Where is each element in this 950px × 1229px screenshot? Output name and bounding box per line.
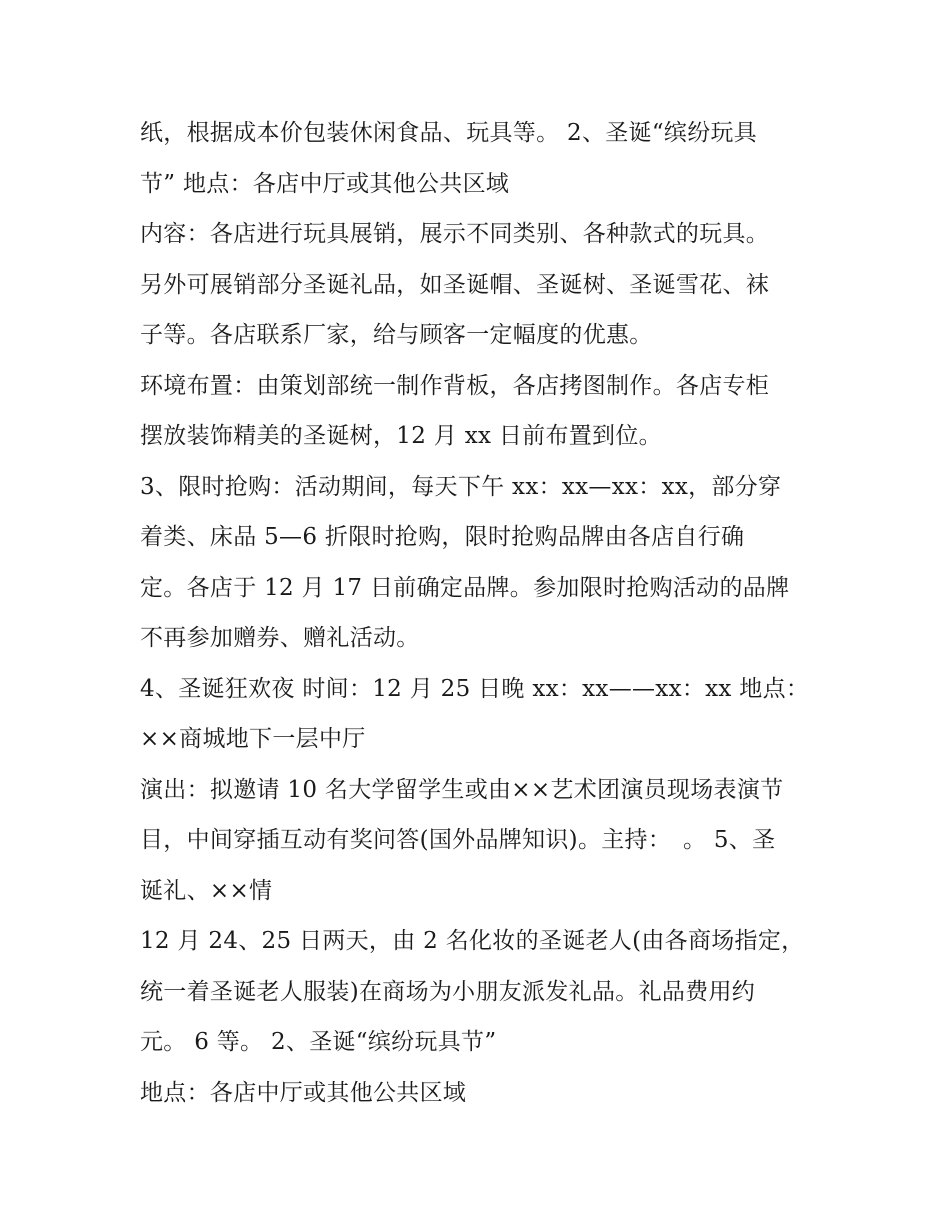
- text-line: 纸，根据成本价包装休闲食品、玩具等。 2、圣诞“缤纷玩具: [140, 120, 758, 146]
- text-line: 3、限时抢购：活动期间，每天下午 xx：xx—xx：xx，部分穿: [140, 473, 782, 500]
- text-line: 4、圣诞狂欢夜 时间：12 月 25 日晚 xx：xx——xx：xx 地点：: [140, 675, 810, 702]
- text-line: 地点：各店中厅或其他公共区域: [140, 1079, 467, 1106]
- text-line: 定。各店于 12 月 17 日前确定品牌。参加限时抢购活动的品牌: [140, 574, 790, 601]
- text-line: 演出：拟邀请 10 名大学留学生或由××艺术团演员现场表演节: [140, 776, 784, 803]
- text-line: 另外可展销部分圣诞礼品，如圣诞帽、圣诞树、圣诞雪花、袜: [140, 271, 770, 298]
- text-line: 节” 地点：各店中厅或其他公共区域: [140, 170, 510, 197]
- text-line: 内容：各店进行玩具展销，展示不同类别、各种款式的玩具。: [140, 221, 770, 247]
- text-line: 子等。各店联系厂家，给与顾客一定幅度的优惠。: [140, 322, 653, 348]
- text-line: 诞礼、××情: [140, 877, 273, 904]
- text-line: ××商城地下一层中厅: [140, 726, 366, 752]
- document-body: [140, 108, 830, 1118]
- text-line: 着类、床品 5—6 折限时抢购，限时抢购品牌由各店自行确: [140, 524, 745, 550]
- text-line: 统一着圣诞老人服装)在商场为小朋友派发礼品。礼品费用约: [140, 978, 756, 1005]
- text-line: 目，中间穿插互动有奖问答(国外品牌知识)。主持： 。 5、圣: [140, 827, 776, 853]
- text-line: 不再参加赠券、赠礼活动。: [140, 625, 420, 651]
- text-line: 12 月 24、25 日两天，由 2 名化妆的圣诞老人(由各商场指定，: [140, 928, 805, 954]
- text-line: 环境布置：由策划部统一制作背板，各店拷图制作。各店专柜: [140, 372, 770, 399]
- text-line: 摆放装饰精美的圣诞树，12 月 xx 日前布置到位。: [140, 423, 662, 449]
- text-line: 元。 6 等。 2、圣诞“缤纷玩具节”: [140, 1029, 497, 1055]
